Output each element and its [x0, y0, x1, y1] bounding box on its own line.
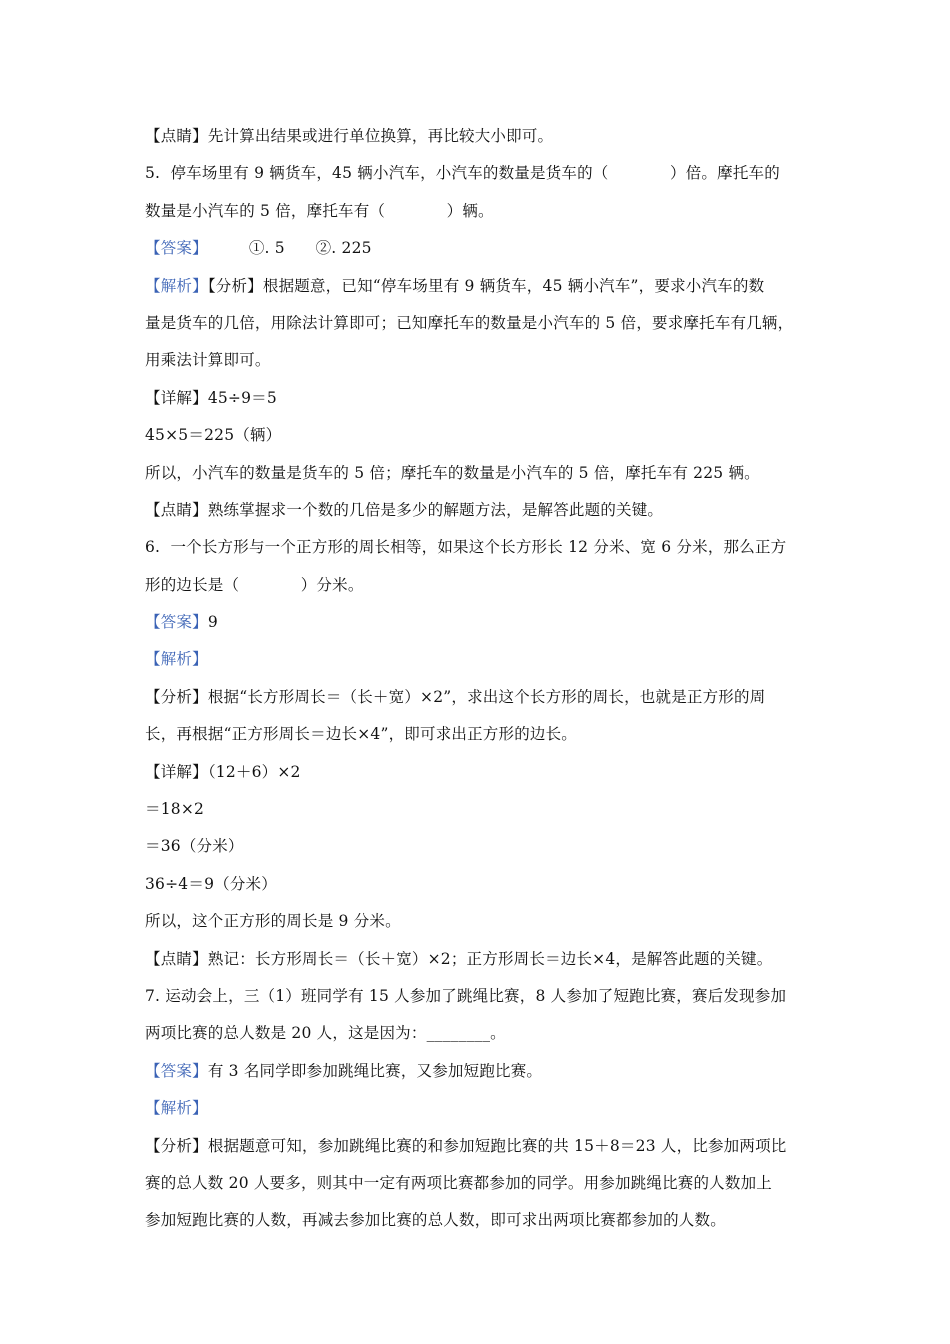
line-text: 赛的总人数 20 人要多，则其中一定有两项比赛都参加的同学。用参加跳绳比赛的人数加上	[145, 1173, 772, 1192]
line-text: ＝18×2	[145, 800, 205, 819]
text-line	[145, 492, 810, 529]
section-tag: 【点睛】	[145, 949, 208, 968]
text-line	[145, 791, 810, 828]
section-tag: 【答案】	[145, 613, 208, 632]
text-line	[145, 118, 810, 155]
text-line	[145, 230, 810, 267]
text-line	[145, 828, 810, 865]
line-text: 根据题意可知，参加跳绳比赛的和参加短跑比赛的共 15＋8＝23 人，比参加两项比	[207, 1136, 787, 1155]
line-text: 所以，这个正方形的周长是 9 分米。	[145, 912, 401, 931]
text-line	[145, 529, 810, 566]
text-line	[145, 754, 810, 791]
text-line	[145, 417, 810, 454]
line-text: 有 3 名同学即参加跳绳比赛，又参加短跑比赛。	[207, 1061, 543, 1080]
line-text: 5. 停车场里有 9 辆货车，45 辆小汽车，小汽车的数量是货车的（ ）倍。摩托车的	[145, 164, 780, 183]
line-text: ＝36（分米）	[145, 837, 244, 856]
text-line	[145, 604, 810, 641]
section-tag: 【答案】	[145, 239, 208, 258]
text-line	[145, 1165, 810, 1202]
text-line	[145, 903, 810, 940]
line-text: 参加短跑比赛的人数，再减去参加比赛的总人数，即可求出两项比赛都参加的人数。	[145, 1211, 726, 1230]
text-line	[145, 155, 810, 192]
text-line	[145, 342, 810, 379]
line-text: 量是货车的几倍，用除法计算即可；已知摩托车的数量是小汽车的 5 倍，要求摩托车有几辆，	[145, 313, 794, 332]
line-text: 【分析】根据题意，已知“停车场里有 9 辆货车，45 辆小汽车”，要求小汽车的数	[207, 276, 765, 295]
line-text: 数量是小汽车的 5 倍，摩托车有（ ）辆。	[145, 201, 494, 220]
text-line	[145, 1128, 810, 1165]
text-line	[145, 866, 810, 903]
section-tag: 【分析】	[145, 1136, 208, 1155]
text-line	[145, 380, 810, 417]
line-text: 7. 运动会上，三（1）班同学有 15 人参加了跳绳比赛，8 人参加了短跑比赛，赛后发现参加	[145, 986, 787, 1005]
line-text: 熟练掌握求一个数的几倍是多少的解题方法，是解答此题的关键。	[207, 500, 664, 519]
section-tag: 【答案】	[145, 1061, 208, 1080]
text-line	[145, 978, 810, 1015]
section-tag: 【详解】	[145, 388, 208, 407]
document-page	[145, 118, 810, 1240]
section-tag: 【分析】	[145, 687, 208, 706]
line-text: 45×5＝225（辆）	[145, 426, 282, 445]
section-tag: 【解析】	[145, 650, 208, 669]
line-text: （12＋6）×2	[207, 762, 301, 781]
line-text: 6. 一个长方形与一个正方形的周长相等，如果这个长方形长 12 分米、宽 6 分米，那么正方	[145, 538, 787, 557]
section-tag: 【点睛】	[145, 500, 208, 519]
section-tag: 【解析】	[145, 276, 208, 295]
line-text: ①. 5 ②. 225	[207, 239, 372, 258]
text-line	[145, 1015, 810, 1052]
line-text: 用乘法计算即可。	[145, 351, 271, 370]
text-line	[145, 1090, 810, 1127]
text-line	[145, 941, 810, 978]
line-text: 所以，小汽车的数量是货车的 5 倍；摩托车的数量是小汽车的 5 倍，摩托车有 225 辆。	[145, 463, 760, 482]
line-text: 两项比赛的总人数是 20 人，这是因为：________。	[145, 1024, 506, 1043]
line-text: 根据“长方形周长＝（长＋宽）×2”，求出这个长方形的周长，也就是正方形的周	[207, 687, 766, 706]
section-tag: 【点睛】	[145, 127, 208, 145]
line-text: 45÷9＝5	[207, 388, 277, 407]
text-line	[145, 305, 810, 342]
text-line	[145, 1202, 810, 1239]
text-line	[145, 1053, 810, 1090]
line-text: 形的边长是（ ）分米。	[145, 575, 364, 594]
line-text: 先计算出结果或进行单位换算，再比较大小即可。	[207, 127, 554, 145]
line-text: 36÷4＝9（分米）	[145, 874, 277, 893]
line-text: 9	[207, 613, 218, 632]
section-tag: 【详解】	[145, 762, 208, 781]
section-tag: 【解析】	[145, 1099, 208, 1118]
text-line	[145, 193, 810, 230]
text-line	[145, 268, 810, 305]
line-text: 长，再根据“正方形周长＝边长×4”，即可求出正方形的边长。	[145, 725, 577, 744]
text-line	[145, 716, 810, 753]
text-line	[145, 641, 810, 678]
text-line	[145, 567, 810, 604]
text-line	[145, 455, 810, 492]
text-line	[145, 679, 810, 716]
line-text: 熟记：长方形周长＝（长＋宽）×2；正方形周长＝边长×4，是解答此题的关键。	[207, 949, 773, 968]
